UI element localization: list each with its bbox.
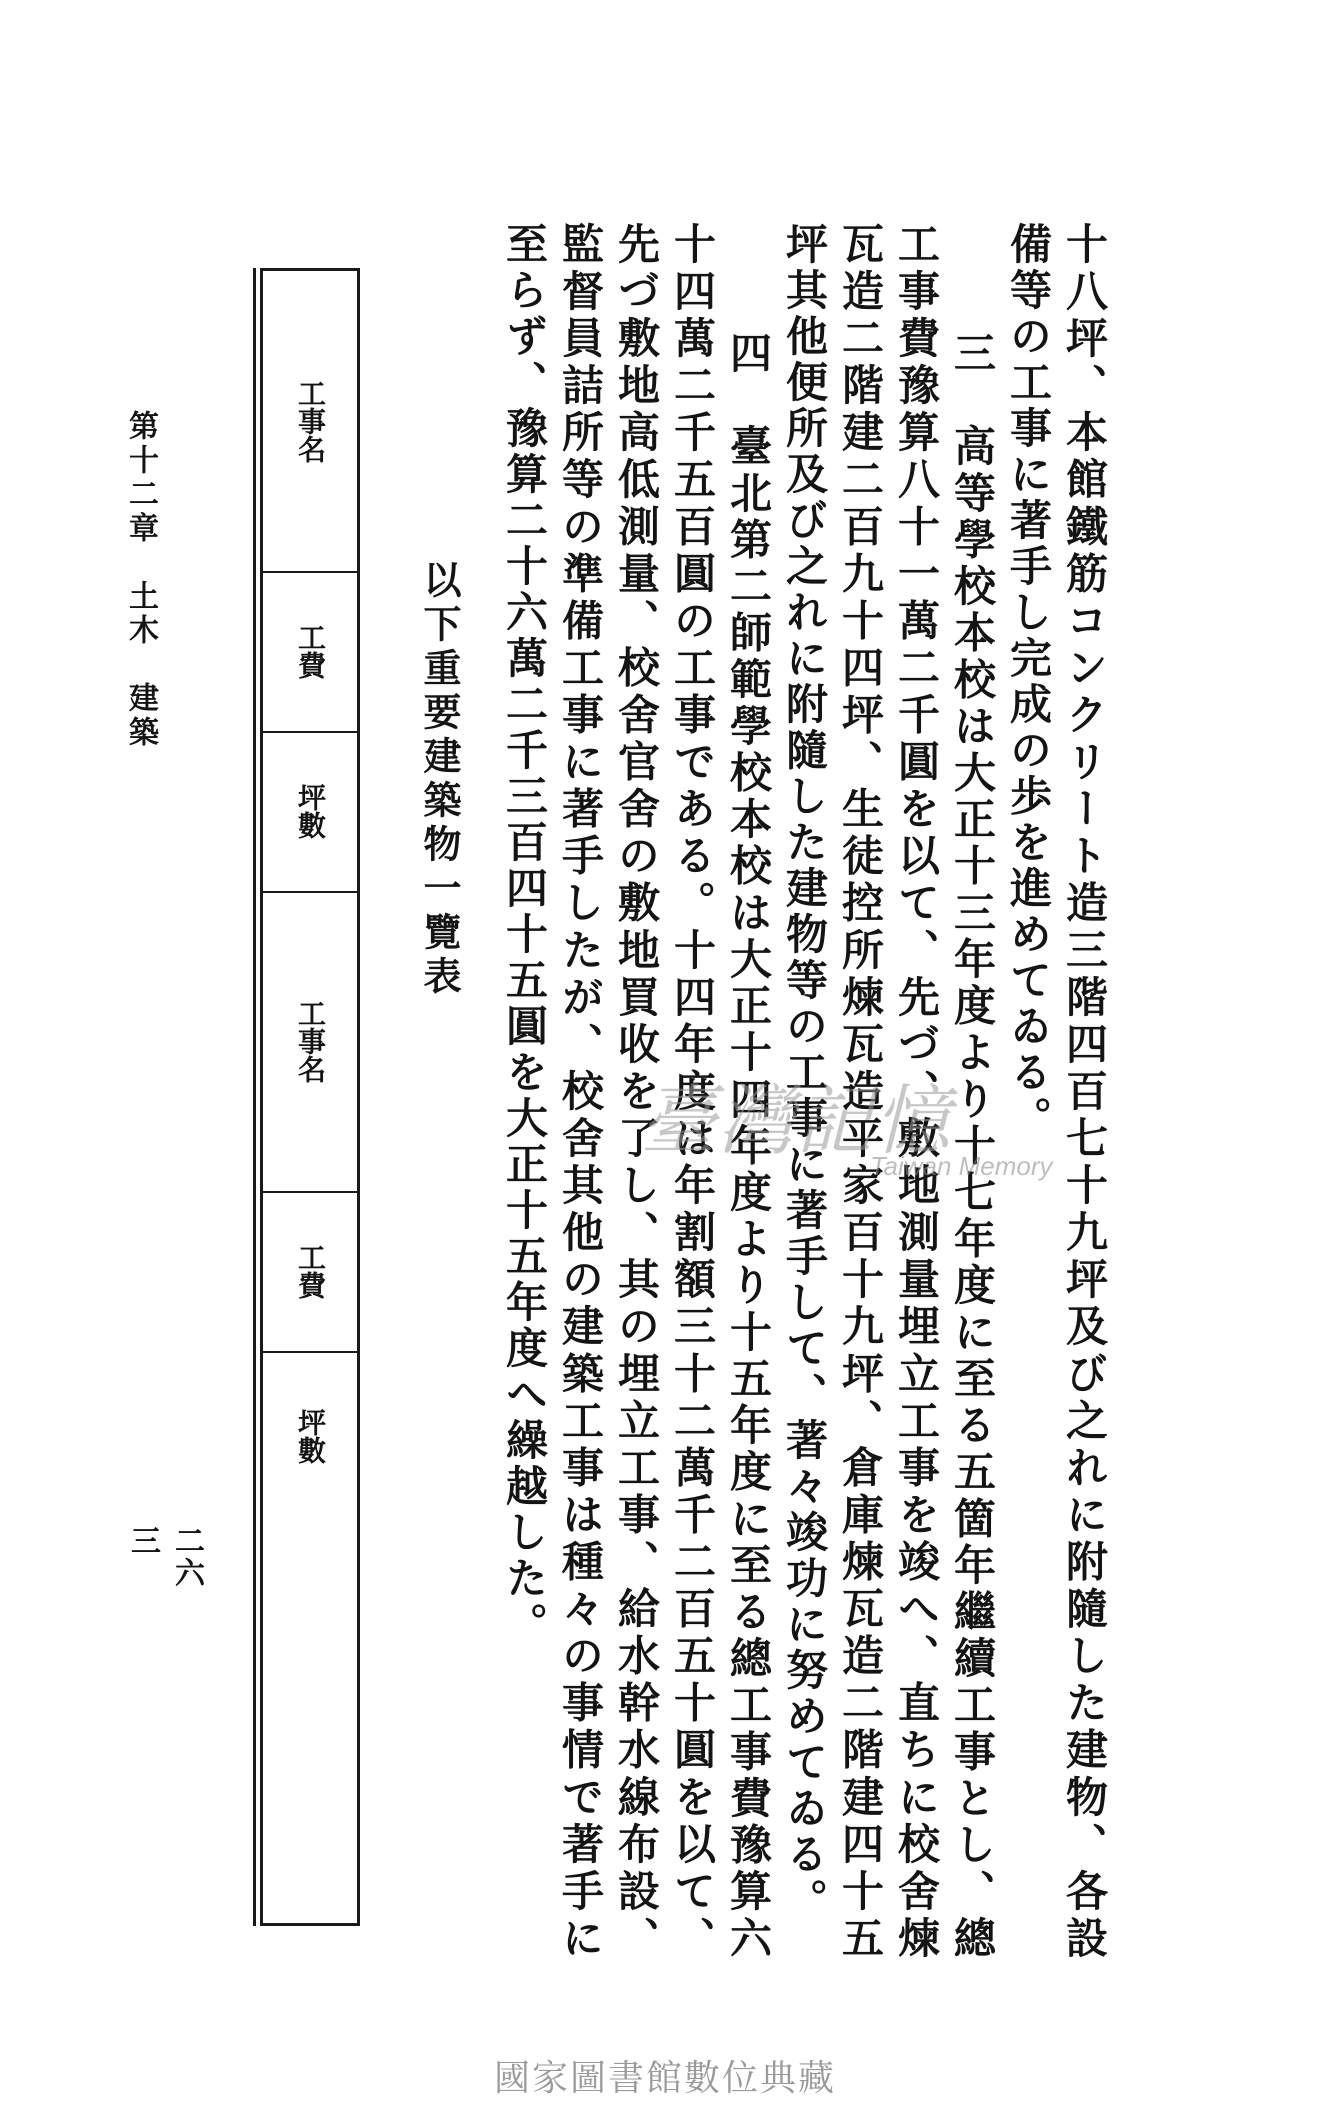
table-header-cost-1: 工費	[294, 623, 327, 679]
section-heading-normal-school: 四 臺北第二師範學校	[724, 331, 773, 798]
table-header-area-1: 坪數	[294, 783, 327, 839]
paragraph-normal-school	[496, 222, 776, 1962]
paragraph-normal-school-text: 本校は大正十四年度より十五年度に至る總工事費豫算六十四萬二千五百圓の工事である。十四年度は年割額三十二萬千二百五十圓を以て、先づ敷地高低測量、校舍官舍の敷地買收を了し、其の埋立工事、給水幹水線布設、監督員詰所等の準備工事に著手したが、校舍其他の建築工事は種々の事情で著手に至らず、豫算二十六萬二千三百四十五圓を大正十五年度へ繰越した。	[500, 222, 773, 1963]
table-title: 以下重要建築物一覽表	[417, 560, 462, 1000]
page-number: 二六三	[125, 1525, 204, 1589]
table-header-work-name-1: 工事名	[294, 379, 327, 463]
body-text	[496, 222, 1112, 1962]
paragraph-high-school-text: 本校は大正十三年度より十七年度に至る五箇年繼續工事とし、總工事費豫算八十一萬二千圓を以て、先づ、敷地測量埋立工事を竣へ、直ちに校舍煉瓦造二階建二百九十四坪、生徒控所煉瓦造平家百十九坪、倉庫煉瓦造二階建四十五坪其他便所及び之れに附隨した建物等の工事に著手して、著々竣功に努めてゐる。	[780, 222, 997, 1963]
footer-archive-credit: 國家圖書館數位典藏	[493, 2058, 836, 2099]
buildings-table	[260, 268, 360, 1926]
section-heading-high-school: 三 高等學校	[948, 331, 997, 611]
table-header-work-name-2: 工事名	[294, 999, 327, 1083]
chapter-header: 第十二章 土木 建築	[123, 410, 158, 750]
table-header-area-2: 坪數	[294, 1408, 327, 1464]
watermark-zh: 臺灣記憶	[640, 1076, 952, 1165]
table-header-cost-2: 工費	[294, 1243, 327, 1299]
watermark-en: Taiwan Memory	[870, 1151, 1053, 1181]
paragraph-1: 十八坪、本館鐵筋コンクリート造三階四百七十九坪及び之れに附隨した建物、各設備等の工事に著手し完成の歩を進めてゐる。	[1004, 222, 1109, 1962]
paragraph-high-school	[776, 222, 1000, 1962]
